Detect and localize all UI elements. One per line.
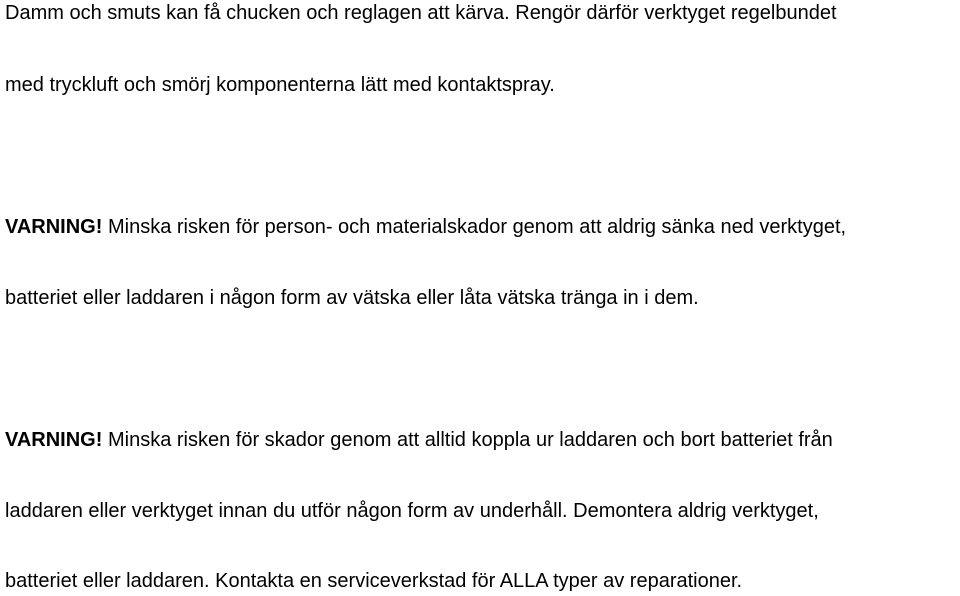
paragraph-1-line-2: med tryckluft och smörj komponenterna lätt med kontaktspray. (5, 74, 555, 96)
paragraph-3-line-3: batteriet eller laddaren. Kontakta en serviceverkstad för ALLA typer av reparationer. (5, 570, 743, 592)
paragraph-3-line-2: laddaren eller verktyget innan du utför någon form av underhåll. Demontera aldrig verktyget, (5, 500, 819, 522)
paragraph-1-line-1: Damm och smuts kan få chucken och reglagen att kärva. Rengör därför verktyget regelbundet (5, 2, 837, 24)
paragraph-3-line-1-text: Minska risken för skador genom att alltid koppla ur laddaren och bort batteriet från (102, 429, 833, 451)
paragraph-2-line-1 (5, 215, 846, 239)
paragraph-2-line-2: batteriet eller laddaren i någon form av vätska eller låta vätska tränga in i dem. (5, 287, 699, 309)
paragraph-3-line-1 (5, 428, 833, 452)
warning-label: VARNING! (5, 216, 103, 238)
paragraph-2-line-1-text: Minska risken för person- och materialskador genom att aldrig sänka ned verktyget, (102, 216, 847, 238)
warning-label: VARNING! (5, 429, 103, 451)
